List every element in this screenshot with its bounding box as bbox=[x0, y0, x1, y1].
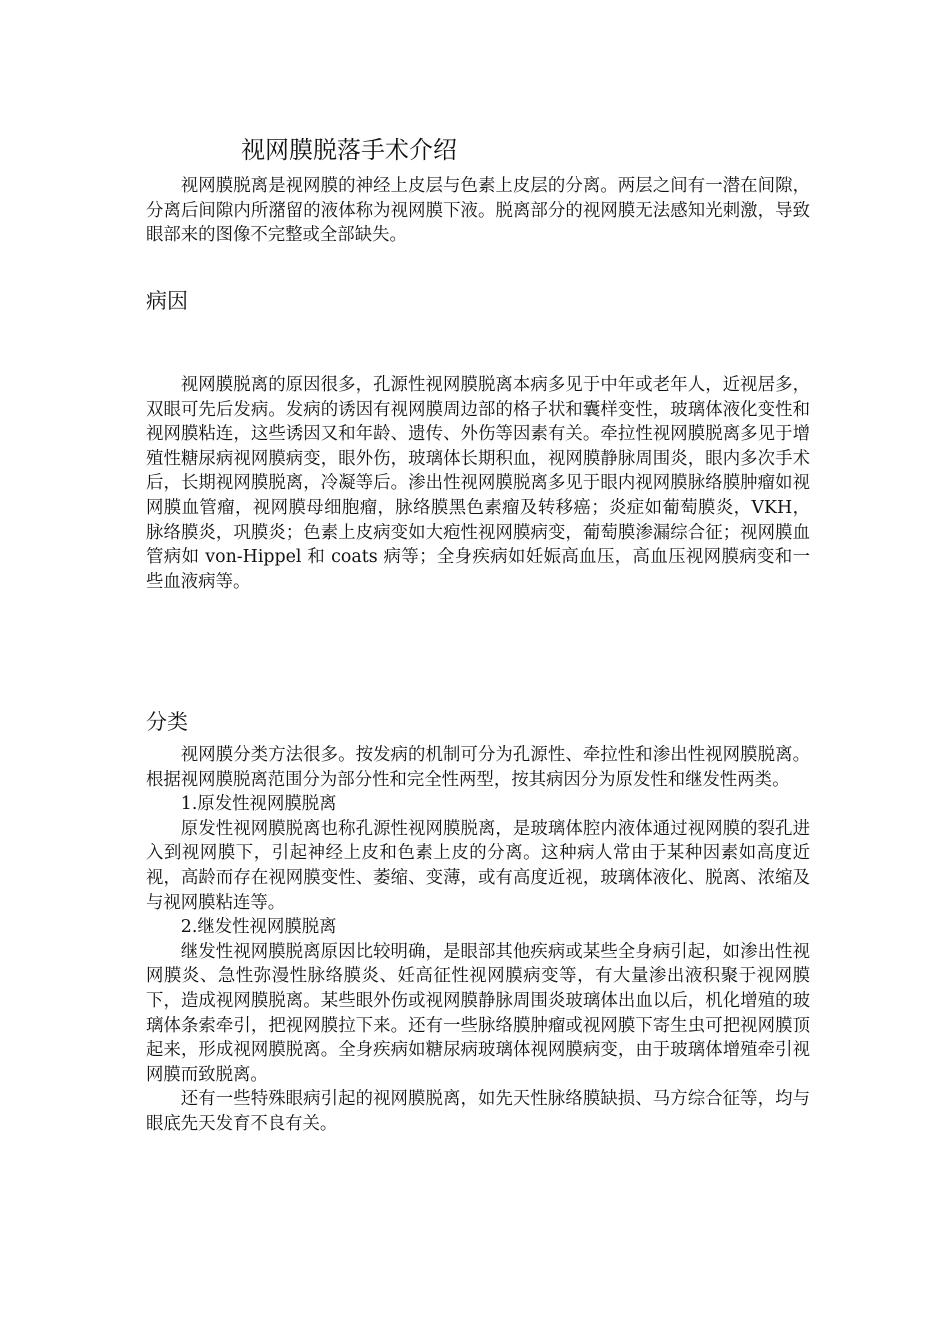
intro-section bbox=[146, 174, 810, 248]
primary-paragraph: 原发性视网膜脱离也称孔源性视网膜脱离，是玻璃体腔内液体通过视网膜的裂孔进入到视网膜下，引起神经上皮和色素上皮的分离。这种病人常由于某种因素如高度近视，高龄而存在视网膜变性、萎缩、变薄，或有高度近视，玻璃体液化、脱离、浓缩及与视网膜粘连等。 bbox=[146, 818, 810, 913]
subheading-secondary: 2.继发性视网膜脱离 bbox=[180, 917, 337, 938]
document-title: 视网膜脱落手术介绍 bbox=[241, 136, 457, 164]
classification-section bbox=[146, 743, 810, 1137]
section-heading-classification: 分类 bbox=[146, 710, 188, 734]
cause-section bbox=[146, 373, 810, 594]
cause-paragraph: 视网膜脱离的原因很多，孔源性视网膜脱离本病多见于中年或老年人，近视居多，双眼可先后发病。发病的诱因有视网膜周边部的格子状和囊样变性，玻璃体液化变性和视网膜粘连，这些诱因又和年龄、遗传、外伤等因素有关。牵拉性视网膜脱离多见于增殖性糖尿病视网膜病变，眼外伤，玻璃体长期积血，视网膜静脉周围炎，眼内多次手术后，长期视网膜脱离，冷凝等后。渗出性视网膜脱离多见于眼内视网膜脉络膜肿瘤如视网膜血管瘤，视网膜母细胞瘤，脉络膜黑色素瘤及转移癌；炎症如葡萄膜炎，VKH，脉络膜炎，巩膜炎；色素上皮病变如大疱性视网膜病变，葡萄膜渗漏综合征；视网膜血管病如 von-Hippel 和 coats 病等；全身疾病如妊娠高血压，高血压视网膜病变和一些血液病等。 bbox=[146, 375, 810, 592]
intro-paragraph: 视网膜脱离是视网膜的神经上皮层与色素上皮层的分离。两层之间有一潜在间隙，分离后间隙内所潴留的液体称为视网膜下液。脱离部分的视网膜无法感知光刺激，导致眼部来的图像不完整或全部缺失。 bbox=[146, 176, 810, 246]
secondary-paragraph: 继发性视网膜脱离原因比较明确，是眼部其他疾病或某些全身病引起，如渗出性视网膜炎、急性弥漫性脉络膜炎、妊高征性视网膜病变等，有大量渗出液积聚于视网膜下，造成视网膜脱离。某些眼外伤或视网膜静脉周围炎玻璃体出血以后，机化增殖的玻璃体条索牵引，把视网膜拉下来。还有一些脉络膜肿瘤或视网膜下寄生虫可把视网膜顶起来，形成视网膜脱离。全身疾病如糖尿病玻璃体视网膜病变，由于玻璃体增殖牵引视网膜而致脱离。 bbox=[146, 941, 810, 1085]
classification-paragraph: 视网膜分类方法很多。按发病的机制可分为孔源性、牵拉性和渗出性视网膜脱离。根据视网膜脱离范围分为部分性和完全性两型，按其病因分为原发性和继发性两类。 bbox=[146, 745, 810, 790]
special-cases-paragraph: 还有一些特殊眼病引起的视网膜脱离，如先天性脉络膜缺损、马方综合征等，均与眼底先天发育不良有关。 bbox=[146, 1089, 810, 1134]
subheading-primary: 1.原发性视网膜脱离 bbox=[180, 794, 337, 815]
section-heading-cause: 病因 bbox=[146, 289, 188, 313]
